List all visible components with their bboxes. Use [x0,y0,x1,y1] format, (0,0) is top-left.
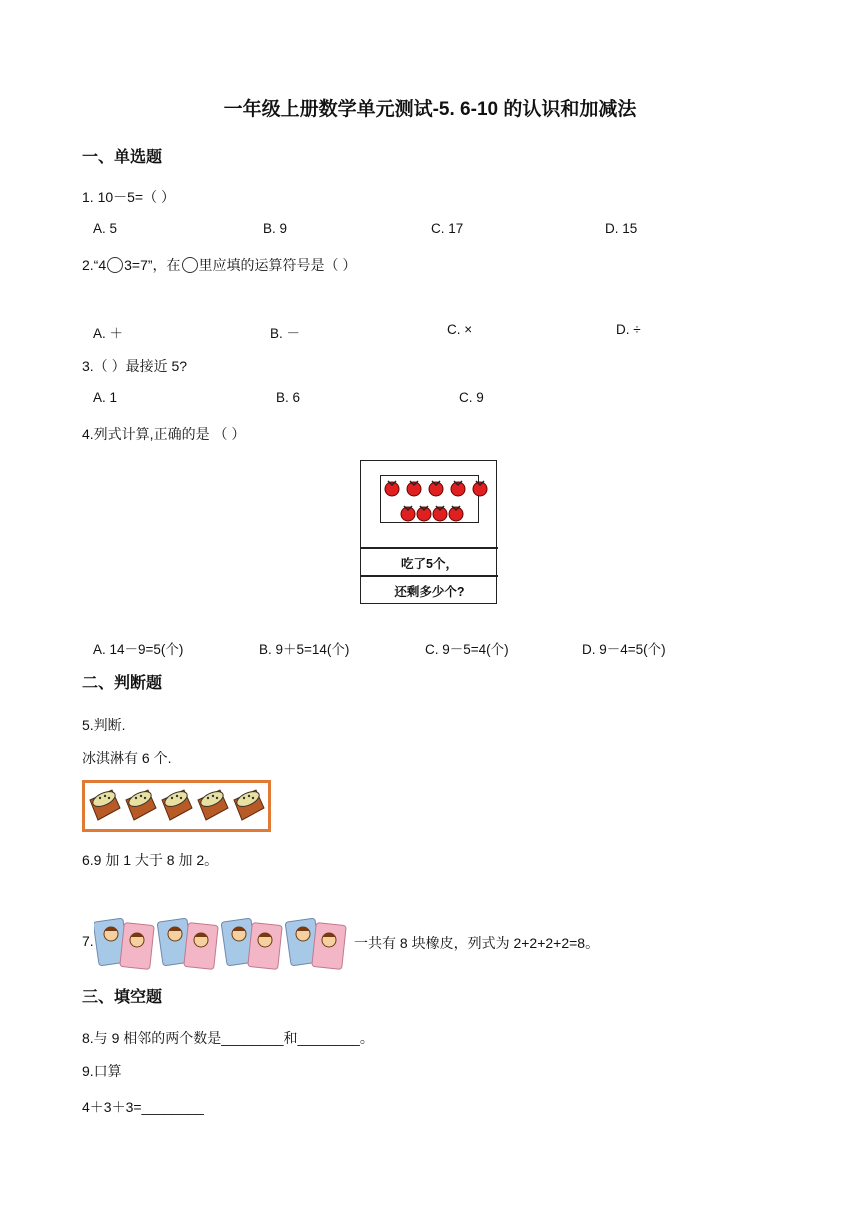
eraser-pair-icon [94,918,154,969]
ice-cream-icon [162,788,192,820]
question-6-text: 6.9 加 1 大于 8 加 2。 [82,852,219,868]
q2-option-d[interactable]: D. ÷ [616,322,641,337]
fruit-row-top [384,478,494,500]
fruit-box-line2: 还剩多少个? [394,585,465,599]
q2-text-part1: 2.“4 [82,257,107,273]
q2-text-part2: 3=7”，在 [124,257,181,273]
eraser-pairs-picture [94,914,354,970]
q2-option-b[interactable]: B. － [270,326,301,341]
question-1-text: 1. 10－5=（ ） [82,189,175,205]
question-7-number: 7. [82,933,94,949]
ice-cream-icon [198,788,228,820]
ice-cream-row [88,786,266,826]
q3-option-b[interactable]: B. 6 [276,390,301,405]
q3-option-c[interactable]: C. 9 [459,390,484,405]
q3-option-a[interactable]: A. 1 [93,390,118,405]
question-3-text: 3.（ ）最接近 5? [82,358,188,374]
q1-option-a[interactable]: A. 5 [93,221,118,236]
question-8-text: 8.与 9 相邻的两个数是________和________。 [82,1030,374,1046]
q4-option-d[interactable]: D. 9－4=5(个) [582,642,666,657]
fruit-icon [429,481,443,496]
page-title: 一年级上册数学单元测试-5. 6-10 的认识和加减法 [223,99,637,120]
q4-option-b[interactable]: B. 9＋5=14(个) [259,642,350,657]
fruit-icon [401,506,415,521]
q2-option-a[interactable]: A. ＋ [93,326,124,341]
divider [361,575,498,577]
q2-option-c[interactable]: C. × [447,322,473,337]
ice-cream-icon [126,788,156,820]
section-heading-single-choice: 一、单选题 [82,149,163,166]
ice-cream-icon [234,788,264,820]
question-9-subtext: 4＋3＋3=________ [82,1099,204,1115]
eraser-pair-icon [157,918,218,969]
q1-option-b[interactable]: B. 9 [263,221,288,236]
q4-option-a[interactable]: A. 14－9=5(个) [93,642,184,657]
ice-cream-icon [90,788,120,820]
fruit-icon [417,506,431,521]
q2-text-part3: 里应填的运算符号是（ ） [198,257,357,273]
eraser-pair-icon [285,918,346,969]
section-heading-true-false: 二、判断题 [82,675,163,692]
section-heading-fill-blank: 三、填空题 [82,989,163,1006]
divider [361,547,498,549]
fruit-icon [449,506,463,521]
fruit-icon [473,481,487,496]
fruit-icon [385,481,399,496]
q1-option-c[interactable]: C. 17 [431,221,464,236]
question-5-text: 5.判断. [82,717,126,733]
question-7-text: 一共有 8 块橡皮，列式为 2+2+2+2=8。 [354,935,600,951]
fruit-icon [433,506,447,521]
q4-option-c[interactable]: C. 9－5=4(个) [425,642,509,657]
fruit-box-line1: 吃了5个， [401,557,458,571]
question-2-text [82,255,356,275]
question-9-text: 9.口算 [82,1063,122,1079]
blank-circle-icon [107,257,123,273]
eraser-pair-icon [221,918,282,969]
fruit-icon [451,481,465,496]
blank-circle-icon [182,257,198,273]
q1-option-d[interactable]: D. 15 [605,221,638,236]
fruit-row-bottom [400,503,470,525]
question-5-subtext: 冰淇淋有 6 个. [82,750,172,766]
fruit-icon [407,481,421,496]
question-4-text: 4.列式计算,正确的是 （ ） [82,426,246,442]
